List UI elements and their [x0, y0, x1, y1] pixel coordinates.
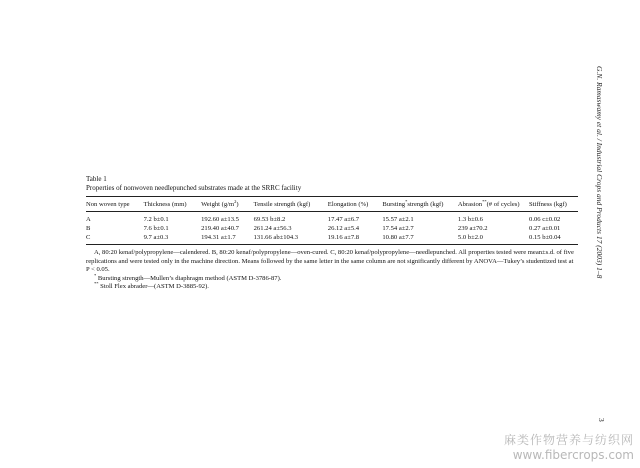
footnote-abrasion: ** Stoll Flex abrader—(ASTM D-3885-92). — [94, 280, 209, 290]
table-cell: A — [86, 216, 91, 223]
col-header-thickness: Thickness (mm) — [143, 201, 187, 208]
site-watermark — [504, 433, 634, 462]
table-cell: 0.06 c±0.02 — [529, 216, 561, 223]
table-label: Table 1 — [86, 175, 107, 183]
table-cell: 194.31 a±1.7 — [201, 234, 236, 241]
col-header-stiffness: Stiffness (kgf) — [529, 201, 567, 208]
footnote-marker: ** — [94, 280, 99, 286]
table-cell: 69.53 b±8.2 — [253, 216, 286, 223]
watermark-chinese: 麻类作物营养与纺织网 — [503, 433, 634, 447]
table-cell: 239 a±70.2 — [457, 225, 488, 232]
table-row — [86, 212, 578, 224]
footnote-bursting: * Bursting strength—Mullen’s diaphragm method (ASTM D-3786-87). — [94, 272, 282, 282]
col-header-abrasion: Abrasion**(# of cycles) — [457, 198, 520, 208]
table-cell: 219.40 a±40.7 — [201, 225, 239, 232]
table-cell: 15.57 a±2.1 — [382, 216, 414, 223]
table-cell: B — [86, 225, 91, 232]
watermark-url: www.fibercrops.com — [512, 448, 634, 462]
table-footnote-main: A, 80:20 kenaf/polypropylene—calendered. B, 80:20 kenaf/polypropylene—oven-cured. C, 80:20 kenaf/polypropylene—needlepunched. All properties tested were mean±s.d. of five replications and were tested only in the machine direction. Means followed by the same letter in the same column are not significantly different by ANOVA—Tukey’s studentized test at P < 0.05. — [86, 249, 574, 273]
col-header-type: Non woven type — [86, 201, 130, 208]
table-1 — [86, 175, 578, 292]
table-cell: 261.24 a±56.3 — [253, 225, 292, 232]
table-cell: 17.54 a±2.7 — [382, 225, 414, 232]
col-header-elongation: Elongation (%) — [327, 201, 369, 208]
table-cell: C — [86, 234, 91, 241]
table-cell: 0.27 a±0.01 — [529, 225, 561, 232]
table-cell: 7.2 b±0.1 — [143, 216, 169, 223]
running-head: G.N. Ramaswamy et al. / Industrial Crops and Products 17 (2003) 1–8 — [595, 66, 604, 279]
col-header-bursting: Bursting*strength (kgf) — [382, 198, 444, 208]
table-cell: 1.3 b±0.6 — [457, 216, 483, 223]
table-cell: 7.6 b±0.1 — [143, 225, 169, 232]
table-cell: 17.47 a±6.7 — [327, 216, 360, 223]
table-row — [86, 233, 578, 244]
table-caption: Properties of nonwoven needlepunched substrates made at the SRRC facility — [86, 184, 302, 192]
col-header-tensile: Tensile strength (kgf) — [253, 201, 311, 208]
table-cell: 0.15 b±0.04 — [529, 234, 561, 241]
table-cell: 9.7 a±0.3 — [143, 234, 169, 241]
table-notes — [86, 249, 578, 292]
table-cell: 131.66 ab±104.3 — [253, 234, 299, 241]
properties-table — [86, 197, 578, 244]
table-cell: 19.16 a±7.8 — [327, 234, 360, 241]
table-row — [86, 224, 578, 233]
table-cell: 10.80 a±7.7 — [382, 234, 414, 241]
header-row — [86, 197, 578, 211]
bottom-rule — [86, 244, 578, 245]
footnote-marker: * — [94, 272, 97, 278]
table-cell: 5.0 b±2.0 — [457, 234, 483, 241]
table-cell: 26.12 a±5.4 — [327, 225, 360, 232]
page-number: 3 — [597, 418, 606, 422]
col-header-weight: Weight $(g/m^2)$ — [201, 198, 239, 208]
table-cell: 192.60 a±13.5 — [201, 216, 239, 223]
